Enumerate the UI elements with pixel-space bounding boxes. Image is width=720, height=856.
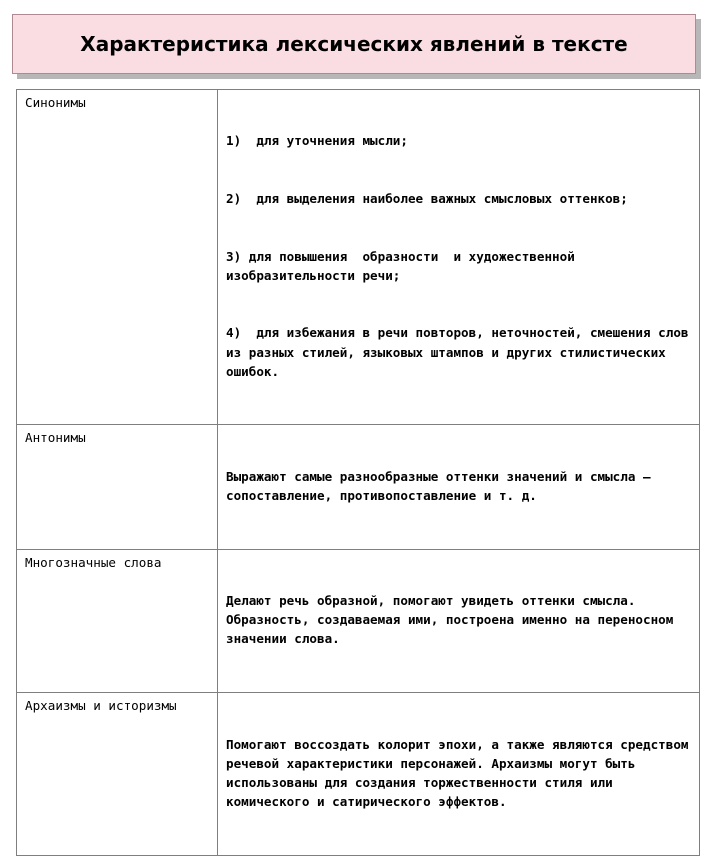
description-line: 1) для уточнения мысли; (226, 133, 408, 149)
description-line: 4) для избежания в речи повторов, неточностей, смешения слов из разных стилей, языковых штампов и других стилистических ошибок. (226, 325, 697, 379)
description-cell (218, 549, 700, 692)
table-row (17, 549, 700, 692)
description-line: Помогают воссоздать колорит эпохи, а также являются средством речевой характеристики персонажей. Архаизмы могут быть использованы для создания торжественности стиля или комического и сатирического эффектов. (226, 736, 697, 810)
description-cell (218, 90, 700, 425)
table-row (17, 425, 700, 549)
description-line: 3) для повышения образности и художественной изобразительности речи; (226, 248, 583, 283)
lexical-phenomena-table (16, 89, 700, 856)
table-row (17, 693, 700, 856)
term-cell: Антонимы (17, 425, 218, 549)
page-title: Характеристика лексических явлений в тексте (80, 32, 628, 56)
term-cell: Синонимы (17, 90, 218, 425)
description-cell (218, 693, 700, 856)
description-line: 2) для выделения наиболее важных смысловых оттенков; (226, 191, 628, 207)
term-cell: Архаизмы и историзмы (17, 693, 218, 856)
term-cell: Многозначные слова (17, 549, 218, 692)
description-line: Выражают самые разнообразные оттенки значений и смысла — сопоставление, противопоставление и т. д. (226, 468, 659, 504)
table-row (17, 90, 700, 425)
description-cell (218, 425, 700, 549)
description-line: Делают речь образной, помогают увидеть оттенки смысла. Образность, создаваемая ими, построена именно на переносном значении слова. (226, 593, 681, 647)
title-box (12, 14, 696, 74)
